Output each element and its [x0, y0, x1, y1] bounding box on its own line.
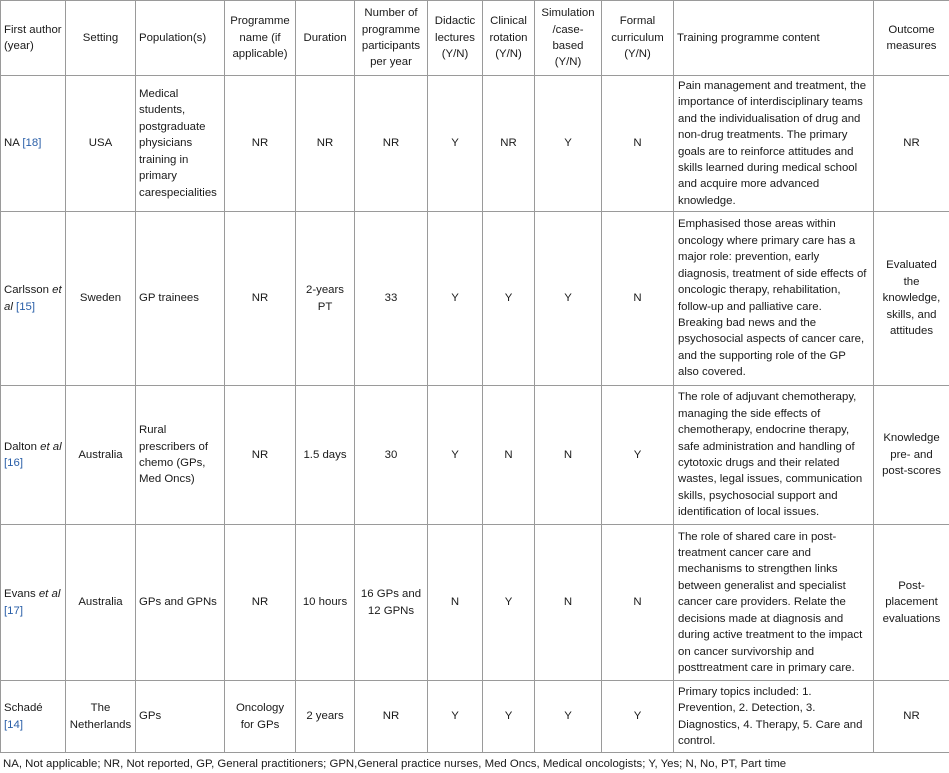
participants-cell: NR	[355, 681, 428, 753]
table-row	[1, 525, 949, 681]
formal-cell: Y	[602, 386, 674, 525]
didactic-cell: Y	[428, 386, 483, 525]
table-footnote: NA, Not applicable; NR, Not reported, GP, General practitioners; GPN,General practice nurses, Med Oncs, Medical oncologists; Y, Yes; N, No, PT, Part time	[3, 758, 787, 770]
reference-link[interactable]: [18]	[22, 137, 42, 150]
author-et-al: et al	[38, 588, 61, 601]
author-cell	[1, 212, 66, 386]
population-cell: Medical students, postgraduate physicians training in primary carespecialities	[136, 76, 225, 212]
didactic-cell: N	[428, 525, 483, 681]
header-programme: Programme name (if applicable)	[225, 1, 296, 76]
didactic-cell: Y	[428, 212, 483, 386]
simulation-cell: Y	[535, 76, 602, 212]
outcome-cell: NR	[874, 76, 949, 212]
population-cell: GP trainees	[136, 212, 225, 386]
outcome-cell: NR	[874, 681, 949, 753]
author-name: NA	[4, 137, 20, 150]
programme-cell: NR	[225, 386, 296, 525]
header-duration: Duration	[296, 1, 355, 76]
participants-cell: NR	[355, 76, 428, 212]
header-author: First author (year)	[1, 1, 66, 76]
simulation-cell: N	[535, 386, 602, 525]
programme-cell: Oncology for GPs	[225, 681, 296, 753]
duration-cell: NR	[296, 76, 355, 212]
reference-link[interactable]: [16]	[4, 457, 23, 469]
outcome-cell: Post-placement evaluations	[874, 525, 949, 681]
header-row	[1, 1, 949, 76]
clinical-cell: N	[483, 386, 535, 525]
duration-cell: 2-years PT	[296, 212, 355, 386]
didactic-cell: Y	[428, 76, 483, 212]
simulation-cell: Y	[535, 212, 602, 386]
reference-link[interactable]: [15]	[16, 300, 36, 313]
clinical-cell: Y	[483, 681, 535, 753]
author-name: Evans	[4, 588, 36, 601]
clinical-cell: Y	[483, 525, 535, 681]
setting-cell: Sweden	[66, 212, 136, 386]
setting-cell: USA	[66, 76, 136, 212]
formal-cell: N	[602, 525, 674, 681]
content-cell: The role of adjuvant chemotherapy, managing the side effects of chemotherapy, endocrine therapy, safe administration and handling of cytotoxic drugs and their related wastes, legal issues, communication skills, psychosocial support and identification of local issues.	[674, 386, 874, 525]
simulation-cell: N	[535, 525, 602, 681]
author-cell	[1, 76, 66, 212]
formal-cell: Y	[602, 681, 674, 753]
didactic-cell: Y	[428, 681, 483, 753]
author-et-al: et al	[40, 440, 62, 453]
content-cell: Primary topics included: 1. Prevention, 2. Detection, 3. Diagnostics, 4. Therapy, 5. Care and control.	[674, 681, 874, 753]
programme-cell: NR	[225, 212, 296, 386]
content-cell: Pain management and treatment, the importance of interdisciplinary teams and the individualisation of drug and non-drug treatments. The primary goals are to reinforce attitudes and skills learned during medical school and acquire more advanced knowledge.	[674, 76, 874, 212]
author-cell	[1, 525, 66, 681]
duration-cell: 10 hours	[296, 525, 355, 681]
clinical-cell: NR	[483, 76, 535, 212]
participants-cell: 33	[355, 212, 428, 386]
participants-cell: 30	[355, 386, 428, 525]
population-cell: GPs	[136, 681, 225, 753]
header-content: Training programme content	[674, 1, 874, 76]
reference-link[interactable]: [17]	[4, 604, 23, 617]
header-simulation: Simulation /case-based (Y/N)	[535, 1, 602, 76]
header-outcome: Outcome measures	[874, 1, 949, 76]
duration-cell: 2 years	[296, 681, 355, 753]
author-cell	[1, 681, 66, 753]
setting-cell: Australia	[66, 525, 136, 681]
author-et-al: et al	[4, 284, 62, 313]
header-clinical: Clinical rotation (Y/N)	[483, 1, 535, 76]
header-didactic: Didactic lectures (Y/N)	[428, 1, 483, 76]
header-setting: Setting	[66, 1, 136, 76]
programme-cell: NR	[225, 76, 296, 212]
clinical-cell: Y	[483, 212, 535, 386]
simulation-cell: Y	[535, 681, 602, 753]
author-name: Schadé	[4, 702, 43, 715]
author-name: Dalton	[4, 440, 37, 453]
content-cell: The role of shared care in post-treatment cancer care and mechanisms to strengthen links between generalist and specialist cancer care providers. Relate the decisions made at diagnosis and during active treatment to the impact on cancer survivorship and posttreatment care in primary care.	[674, 525, 874, 681]
header-formal: Formal curriculum (Y/N)	[602, 1, 674, 76]
programme-cell: NR	[225, 525, 296, 681]
table-row	[1, 386, 949, 525]
table-row	[1, 76, 949, 212]
population-cell: Rural prescribers of chemo (GPs, Med Oncs)	[136, 386, 225, 525]
duration-cell: 1.5 days	[296, 386, 355, 525]
author-name: Carlsson	[4, 284, 49, 297]
outcome-cell: Evaluated the knowledge, skills, and attitudes	[874, 212, 949, 386]
outcome-cell: Knowledge pre- and post-scores	[874, 386, 949, 525]
content-cell: Emphasised those areas within oncology where primary care has a major role: prevention, early diagnosis, treatment of side effects of oncologic therapy, rehabilitation, follow-up and palliative care. Breaking bad news and the psychosocial aspects of cancer care, and the supporting role of the GP also covered.	[674, 212, 874, 386]
setting-cell: The Netherlands	[66, 681, 136, 753]
participants-cell: 16 GPs and 12 GPNs	[355, 525, 428, 681]
table-row	[1, 681, 949, 753]
population-cell: GPs and GPNs	[136, 525, 225, 681]
author-cell	[1, 386, 66, 525]
table-row	[1, 212, 949, 386]
reference-link[interactable]: [14]	[4, 718, 23, 731]
formal-cell: N	[602, 76, 674, 212]
formal-cell: N	[602, 212, 674, 386]
header-participants: Number of programme participants per year	[355, 1, 428, 76]
header-population: Population(s)	[136, 1, 225, 76]
setting-cell: Australia	[66, 386, 136, 525]
